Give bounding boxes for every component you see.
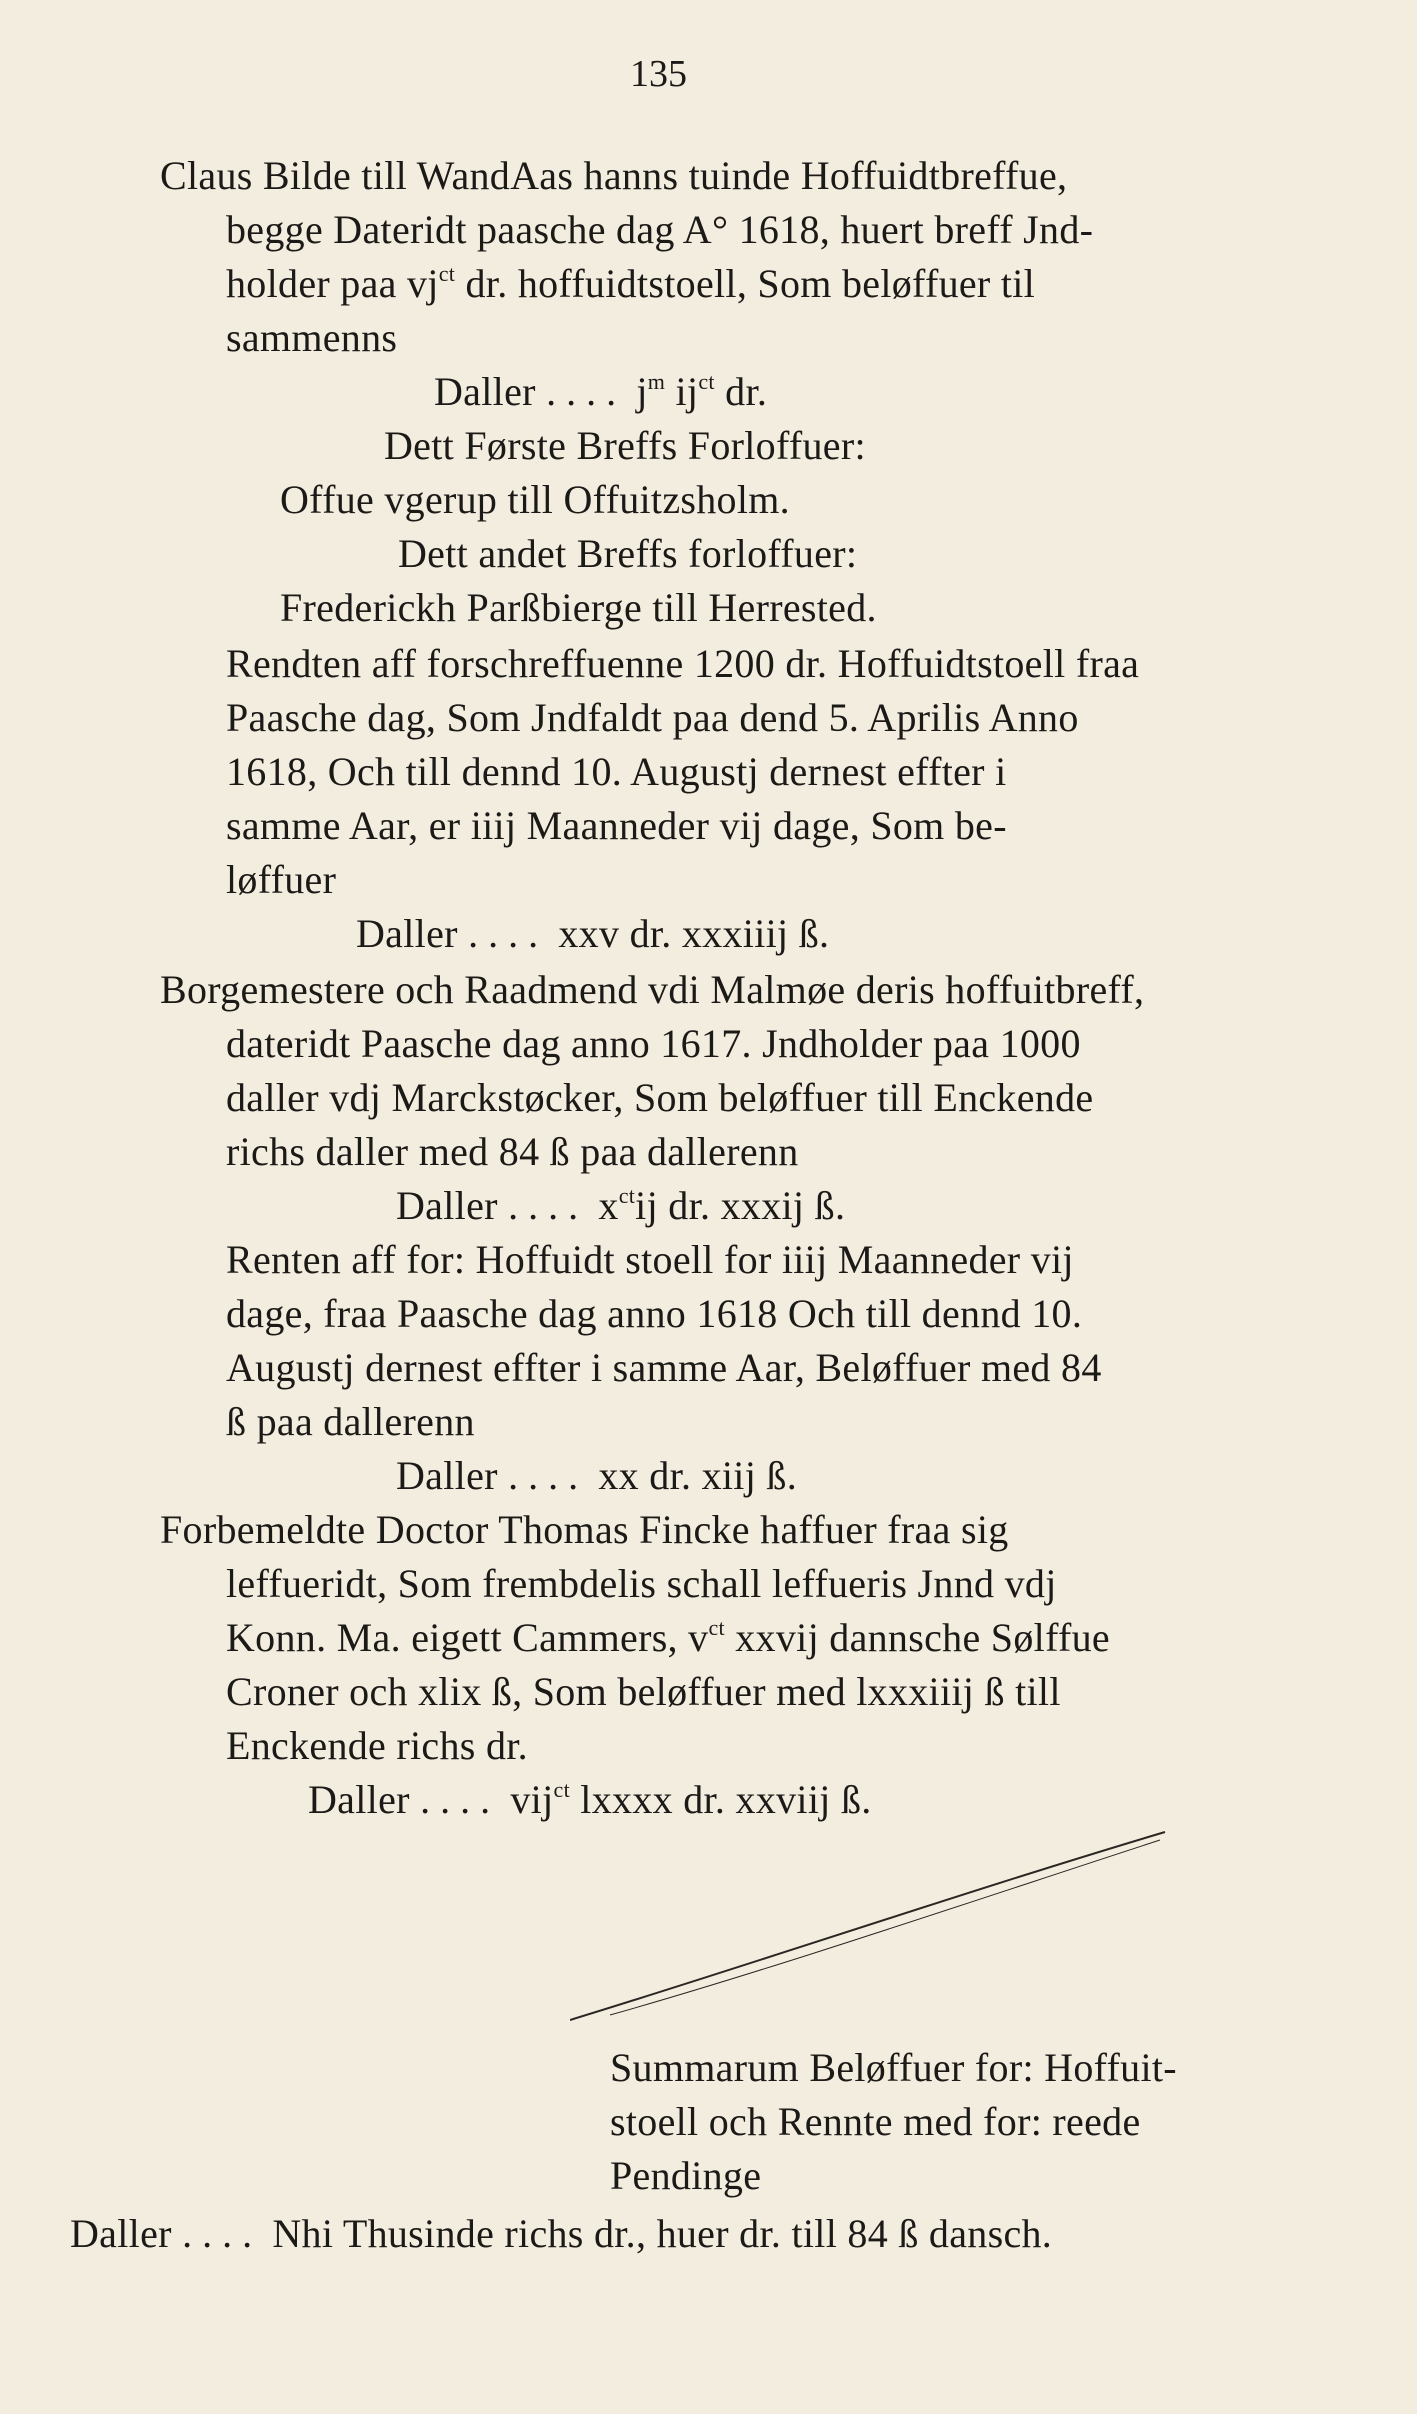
divider-line: [570, 1830, 1170, 2030]
entry4-total-label: Daller: [396, 1453, 498, 1498]
entry1-line2: begge Dateridt paasche dag A° 1618, huert breff Jnd-: [226, 207, 1094, 252]
entry4-line2: dage, fraa Paasche dag anno 1618 Och till dennd 10.: [226, 1291, 1083, 1336]
summary-line2: stoell och Rennte med for: reede: [610, 2099, 1141, 2144]
entry5-line1: Forbemeldte Doctor Thomas Fincke haffuer fraa sig: [160, 1507, 1009, 1552]
entry2-total-value: xxv dr. xxxiiij ß.: [558, 911, 830, 956]
entry4-line4: ß paa dallerenn: [226, 1399, 475, 1444]
entry5-line3-b: xxvij dannsche Sølffue: [724, 1615, 1110, 1660]
summary-total-value: Nhi Thusinde richs dr., huer dr. till 84 ß dansch.: [272, 2211, 1053, 2256]
entry2-line4: samme Aar, er iiij Maanneder vij dage, Som be-: [226, 803, 1007, 848]
entry4-line3: Augustj dernest effter i samme Aar, Beløffuer med 84: [226, 1345, 1102, 1390]
entry3-line1: Borgemestere och Raadmend vdi Malmøe deris hoffuitbreff,: [160, 967, 1145, 1012]
entry5-line3-a: Konn. Ma. eigett Cammers, v: [226, 1615, 709, 1660]
entry4-total-dots: ....: [508, 1453, 589, 1498]
entry3-total-label: Daller: [396, 1183, 498, 1228]
entry1-total-label: Daller: [434, 369, 536, 414]
entry5-line5: Enckende richs dr.: [226, 1723, 528, 1768]
entry5-line2: leffueridt, Som frembdelis schall leffueris Jnnd vdj: [226, 1561, 1057, 1606]
entry1-line3-sup: ct: [438, 261, 456, 286]
entry2-line1: Rendten aff forschreffuenne 1200 dr. Hoffuidtstoell fraa: [226, 641, 1140, 686]
entry1-line3-b: dr. hoffuidtstoell, Som beløffuer til: [455, 261, 1036, 306]
entry2-total-label: Daller: [356, 911, 458, 956]
entry1-total-c: dr.: [714, 369, 768, 414]
entry2-total-dots: ....: [468, 911, 549, 956]
summary-total: [70, 2210, 1052, 2258]
summary-total-label: Daller: [70, 2211, 172, 2256]
entry2-line3: 1618, Och till dennd 10. Augustj dernest effter i: [226, 749, 1007, 794]
entry4-line1: Renten aff for: Hoffuidt stoell for iiij Maanneder vij: [226, 1237, 1074, 1282]
entry5-total-a: vij: [510, 1777, 554, 1822]
entry1-total-dots: ....: [546, 369, 627, 414]
entry2-line2: Paasche dag, Som Jndfaldt paa dend 5. Aprilis Anno: [226, 695, 1079, 740]
entry5-line3: [226, 1614, 1110, 1662]
entry2-total: [356, 910, 829, 958]
entry3-total-dots: ....: [508, 1183, 589, 1228]
entry2-line5: løffuer: [226, 857, 337, 902]
entry1-line5: Dett Første Breffs Forloffuer:: [384, 423, 866, 468]
entry1-line4: sammenns: [226, 315, 398, 360]
entry1-total-sup1: m: [647, 369, 666, 394]
entry3-line2: dateridt Paasche dag anno 1617. Jndholder paa 1000: [226, 1021, 1081, 1066]
entry5-total-label: Daller: [308, 1777, 410, 1822]
entry1-line3: [226, 260, 1035, 308]
entry1-total: [434, 368, 767, 416]
entry1-total-a: j: [636, 369, 648, 414]
entry1-line6: Offue vgerup till Offuitzsholm.: [280, 477, 790, 522]
summary-total-dots: ....: [182, 2211, 263, 2256]
entry1-total-b: ij: [665, 369, 699, 414]
entry1-total-sup2: ct: [698, 369, 715, 394]
entry4-total-value: xx dr. xiij ß.: [598, 1453, 798, 1498]
entry3-total-sup: ct: [618, 1183, 636, 1208]
entry3-line3: daller vdj Marckstøcker, Som beløffuer till Enckende: [226, 1075, 1094, 1120]
entry5-total: [308, 1776, 872, 1824]
entry3-total: [396, 1182, 845, 1230]
summary-line1: Summarum Beløffuer for: Hoffuit-: [610, 2045, 1177, 2090]
entry3-total-b: ij dr. xxxij ß.: [635, 1183, 846, 1228]
summary-line3: Pendinge: [610, 2153, 762, 2198]
page-number: 135: [630, 53, 687, 95]
entry1-line1-text: Claus Bilde till WandAas hanns tuinde Hoffuidtbreffue,: [160, 153, 1068, 198]
entry3-line4: richs daller med 84 ß paa dallerenn: [226, 1129, 799, 1174]
entry5-line3-sup: ct: [708, 1615, 725, 1640]
entry1-line8: Frederickh Parßbierge till Herrested.: [280, 585, 877, 630]
entry5-total-dots: ....: [420, 1777, 501, 1822]
entry3-total-a: x: [598, 1183, 619, 1228]
entry4-total: [396, 1452, 797, 1500]
entry1-line1: [160, 152, 1240, 200]
entry1-line3-a: holder paa vj: [226, 261, 439, 306]
entry5-total-b: lxxxx dr. xxviij ß.: [570, 1777, 872, 1822]
entry1-line7: Dett andet Breffs forloffuer:: [398, 531, 858, 576]
entry5-line4: Croner och xlix ß, Som beløffuer med lxxxiiij ß till: [226, 1669, 1061, 1714]
entry5-total-sup: ct: [553, 1777, 570, 1802]
